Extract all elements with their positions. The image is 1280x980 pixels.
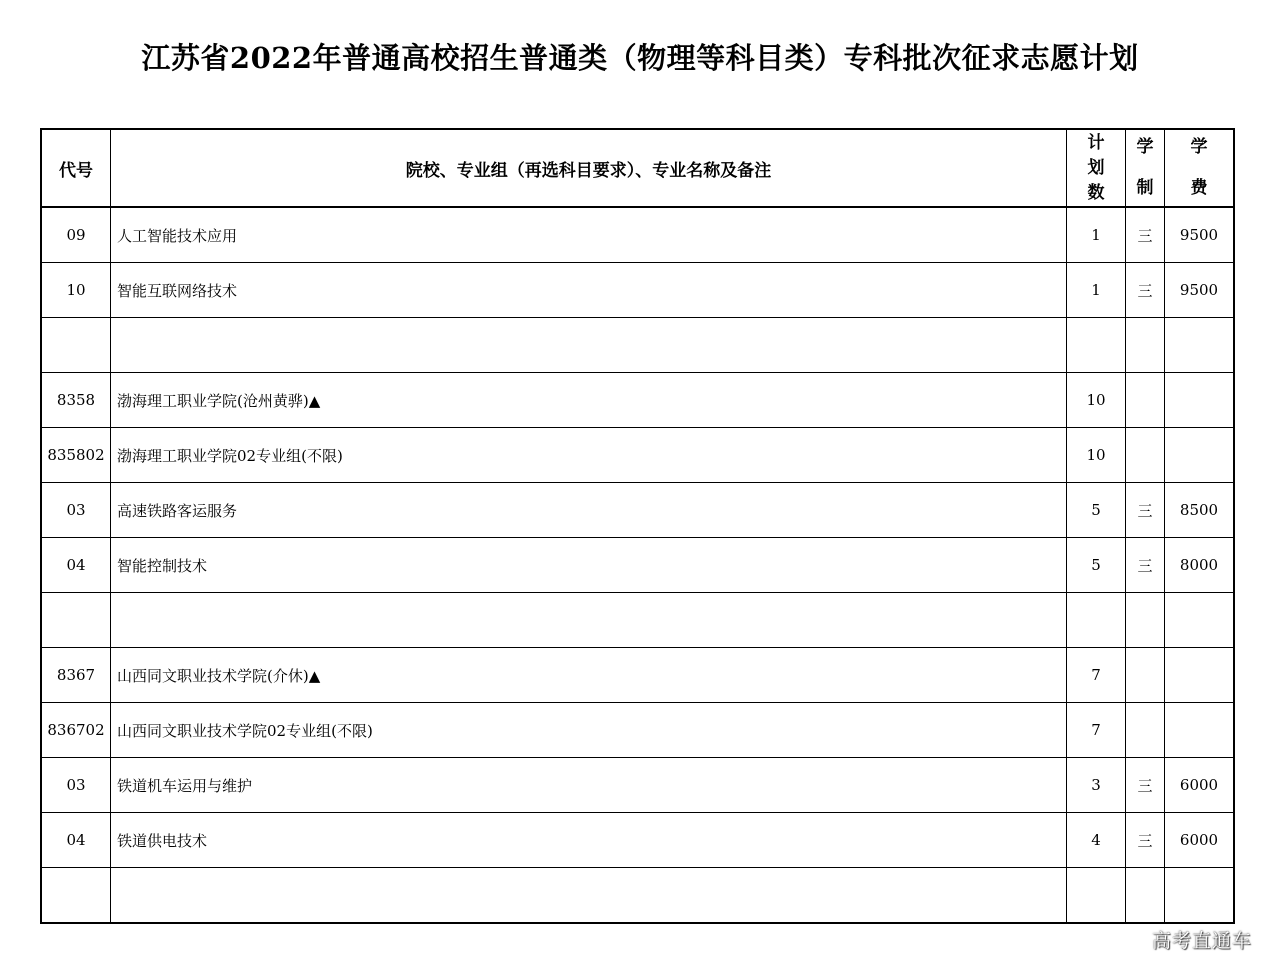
cell-code [41,593,111,648]
cell-name: 渤海理工职业学院02专业组(不限) [111,428,1067,483]
cell-name: 高速铁路客运服务 [111,483,1067,538]
cell-code: 03 [41,483,111,538]
table-row [41,428,1234,483]
cell-length [1126,868,1165,924]
header-fee-char: 学 [1190,137,1208,157]
cell-name [111,318,1067,373]
table-header-row [41,129,1234,207]
cell-plan [1067,318,1126,373]
cell-plan: 7 [1067,648,1126,703]
header-length [1126,129,1165,207]
cell-length: 三 [1126,813,1165,868]
table-row [41,207,1234,263]
cell-code: 10 [41,263,111,318]
cell-plan: 7 [1067,703,1126,758]
header-fee-char: 费 [1190,178,1208,198]
cell-code: 03 [41,758,111,813]
table-row [41,868,1234,924]
header-length-char: 学 [1136,137,1154,157]
table-row [41,758,1234,813]
table-row [41,703,1234,758]
cell-code: 836702 [41,703,111,758]
cell-fee [1165,318,1235,373]
header-plan-char: 数 [1087,182,1105,203]
table-row [41,648,1234,703]
watermark: 高考直通车 [1151,930,1252,952]
cell-code: 8367 [41,648,111,703]
cell-name [111,593,1067,648]
header-plan-char: 计 [1087,132,1105,153]
enrollment-plan-table [40,128,1235,924]
cell-code: 8358 [41,373,111,428]
cell-plan: 10 [1067,373,1126,428]
cell-name [111,868,1067,924]
header-plan-char: 划 [1087,157,1105,178]
cell-plan: 5 [1067,538,1126,593]
cell-plan: 5 [1067,483,1126,538]
cell-plan [1067,868,1126,924]
header-code: 代号 [41,129,111,207]
header-plan [1067,129,1126,207]
cell-code: 04 [41,538,111,593]
cell-code: 04 [41,813,111,868]
cell-code: 835802 [41,428,111,483]
cell-fee [1165,428,1235,483]
table-row [41,263,1234,318]
cell-name: 智能控制技术 [111,538,1067,593]
cell-length [1126,648,1165,703]
cell-name: 山西同文职业技术学院02专业组(不限) [111,703,1067,758]
cell-plan: 1 [1067,263,1126,318]
cell-code: 09 [41,207,111,263]
cell-length: 三 [1126,207,1165,263]
cell-fee [1165,703,1235,758]
header-fee [1165,129,1235,207]
cell-fee: 6000 [1165,813,1235,868]
cell-code [41,868,111,924]
table-row [41,593,1234,648]
cell-length: 三 [1126,263,1165,318]
cell-plan [1067,593,1126,648]
cell-name: 铁道供电技术 [111,813,1067,868]
cell-length [1126,428,1165,483]
cell-length [1126,373,1165,428]
cell-fee: 9500 [1165,207,1235,263]
header-name: 院校、专业组（再选科目要求）、专业名称及备注 [111,129,1067,207]
cell-fee [1165,648,1235,703]
cell-fee: 6000 [1165,758,1235,813]
cell-fee [1165,868,1235,924]
cell-name: 山西同文职业技术学院(介休)▲ [111,648,1067,703]
table-row [41,538,1234,593]
cell-fee: 8000 [1165,538,1235,593]
header-length-char: 制 [1136,178,1154,198]
cell-plan: 1 [1067,207,1126,263]
cell-name: 人工智能技术应用 [111,207,1067,263]
table-row [41,813,1234,868]
cell-name: 渤海理工职业学院(沧州黄骅)▲ [111,373,1067,428]
cell-code [41,318,111,373]
table-row [41,483,1234,538]
cell-plan: 3 [1067,758,1126,813]
table-row [41,318,1234,373]
cell-plan: 10 [1067,428,1126,483]
cell-fee: 9500 [1165,263,1235,318]
cell-fee: 8500 [1165,483,1235,538]
cell-length: 三 [1126,538,1165,593]
cell-plan: 4 [1067,813,1126,868]
cell-length: 三 [1126,483,1165,538]
cell-fee [1165,373,1235,428]
cell-length: 三 [1126,758,1165,813]
cell-name: 智能互联网络技术 [111,263,1067,318]
cell-length [1126,318,1165,373]
page-title: 江苏省2022年普通高校招生普通类（物理等科目类）专科批次征求志愿计划 [141,41,1139,75]
cell-length [1126,703,1165,758]
cell-fee [1165,593,1235,648]
cell-length [1126,593,1165,648]
table-row [41,373,1234,428]
cell-name: 铁道机车运用与维护 [111,758,1067,813]
